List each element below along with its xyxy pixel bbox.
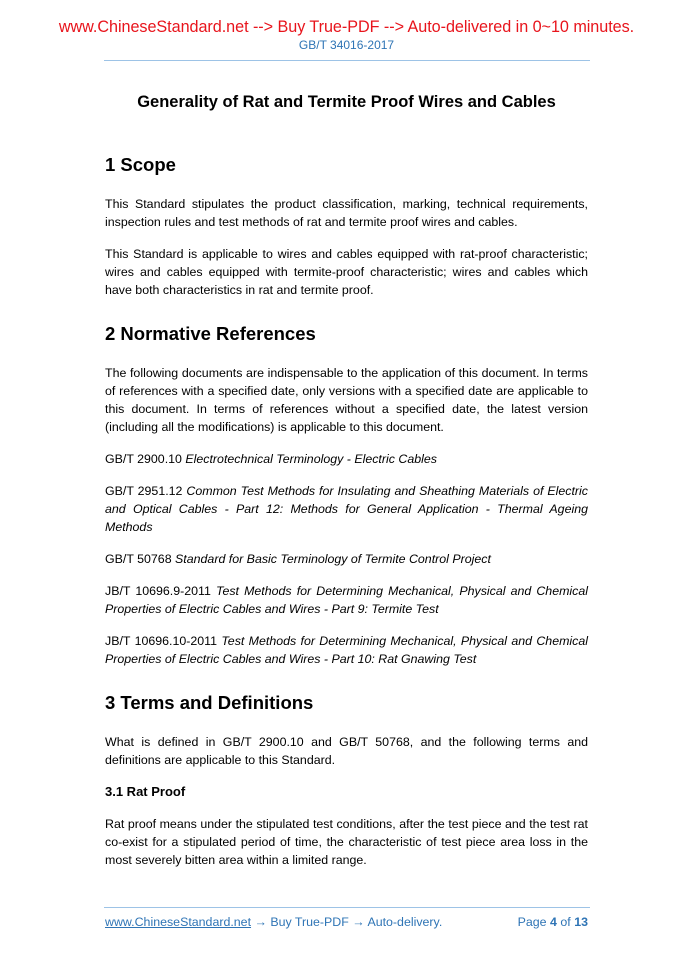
reference-item <box>105 450 588 468</box>
section-3-heading: 3 Terms and Definitions <box>105 692 314 713</box>
footer-promo <box>105 915 442 929</box>
header-banner[interactable]: www.ChineseStandard.net --> Buy True-PDF --> Auto-delivered in 0~10 minutes. <box>58 18 635 36</box>
arrow-icon: → <box>352 915 365 929</box>
subsection-3-1-heading: 3.1 Rat Proof <box>105 784 186 799</box>
reference-title: Test Methods for Determining Mechanical, Physical and Chemical Properties of Electric Cables and Wires - Part 10: Rat Gnawing Test <box>105 634 588 666</box>
reference-code: GB/T 2900.10 <box>105 452 182 466</box>
reference-item <box>105 632 588 668</box>
subsection-3-1-paragraph: Rat proof means under the stipulated test conditions, after the test piece and the test rat co-exist for a stipulated period of time, the characteristic of test piece area loss in the most severely bitten area within a limited range. <box>105 817 588 867</box>
section-2-heading: 2 Normative References <box>105 323 316 344</box>
reference-title: Electrotechnical Terminology - Electric Cables <box>185 452 437 466</box>
reference-code: GB/T 50768 <box>105 552 172 566</box>
footer-auto-text: Auto-delivery. <box>367 915 443 929</box>
document-number: GB/T 34016-2017 <box>298 38 395 52</box>
section-3-paragraph-1: What is defined in GB/T 2900.10 and GB/T 50768, and the following terms and definitions are applicable to this Standard. <box>105 735 588 767</box>
page-label: Page <box>517 915 547 929</box>
page-of: of <box>560 915 571 929</box>
reference-item <box>105 550 588 568</box>
section-1-paragraph-1: This Standard stipulates the product classification, marking, technical requirements, inspection rules and test methods of rat and termite proof wires and cables. <box>105 197 588 229</box>
footer-site-link[interactable]: www.ChineseStandard.net <box>105 915 252 929</box>
reference-code: JB/T 10696.9-2011 <box>105 584 211 598</box>
footer-buy-text: Buy True-PDF <box>270 915 349 929</box>
reference-item <box>105 582 588 618</box>
reference-title: Standard for Basic Terminology of Termite Control Project <box>175 552 491 566</box>
section-1-heading: 1 Scope <box>105 154 176 175</box>
page-total: 13 <box>574 915 588 929</box>
header-divider <box>104 60 590 61</box>
reference-item <box>105 482 588 536</box>
section-2-paragraph-1: The following documents are indispensable to the application of this document. In terms of references with a specified date, only versions with a specified date are applicable to this document. In terms of references without a specified date, the latest version (including all the modifications) is applicable to this document. <box>105 366 588 434</box>
reference-code: GB/T 2951.12 <box>105 484 183 498</box>
arrow-icon: → <box>254 915 267 929</box>
section-1-paragraph-2: This Standard is applicable to wires and cables equipped with rat-proof characteristic; wires and cables equipped with termite-proof characteristic; wires and cables which have both characteristics in rat and termite proof. <box>105 247 588 297</box>
footer-divider <box>104 907 590 908</box>
page-indicator <box>518 915 588 929</box>
reference-title: Test Methods for Determining Mechanical, Physical and Chemical Properties of Electric Cables and Wires - Part 9: Termite Test <box>105 584 588 616</box>
page-content <box>105 88 588 869</box>
page-current: 4 <box>550 915 557 929</box>
reference-title: Common Test Methods for Insulating and Sheathing Materials of Electric and Optical Cables - Part 12: Methods for General Application - Thermal Ageing Methods <box>105 484 589 534</box>
document-title: Generality of Rat and Termite Proof Wires and Cables <box>137 93 556 111</box>
reference-code: JB/T 10696.10-2011 <box>105 634 218 648</box>
